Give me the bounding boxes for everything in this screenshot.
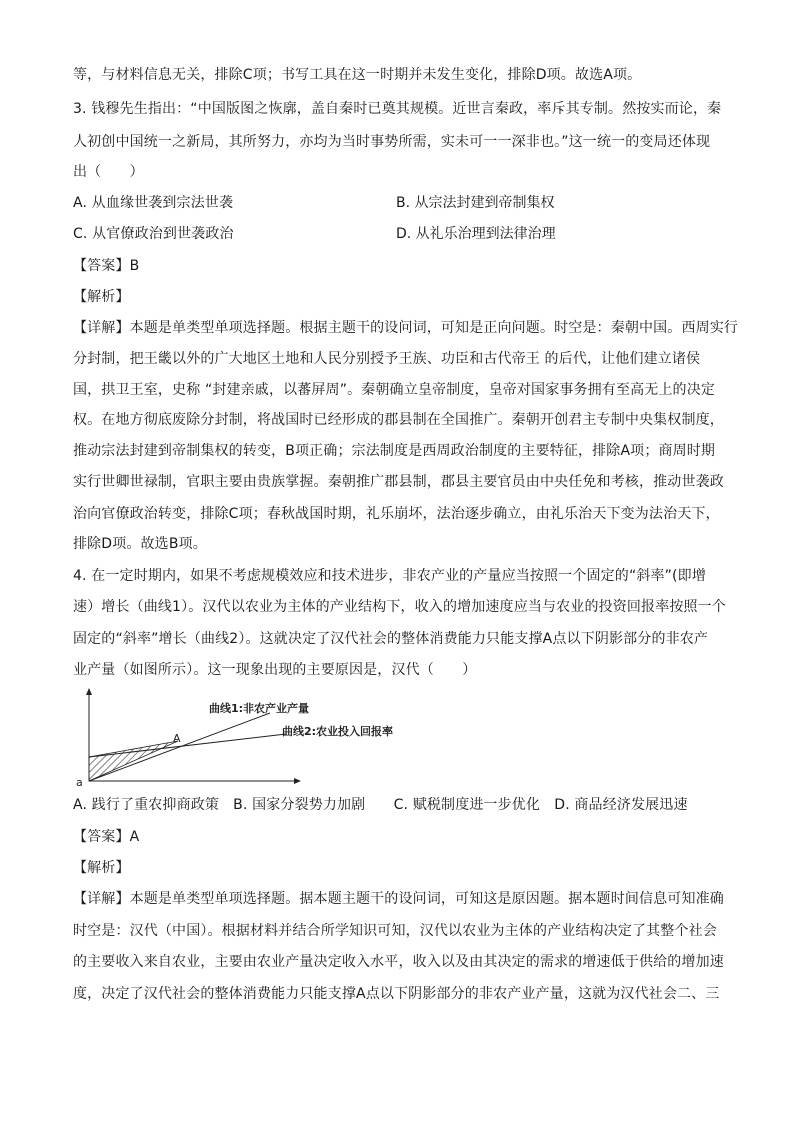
curve-1-label: 曲线1:非农产业产量: [209, 702, 310, 715]
question-4-stem: 4. 在一定时期内，如果不考虑规模效应和技术进步，非农产业的产量应当按照一个固定的“斜率”(即增: [73, 568, 706, 584]
explanation-line: 权。在地方彻底废除分封制，将战国时已经形成的郡县制在全国推广。秦朝开创君主专制中央集权制度，: [73, 412, 724, 428]
explanation-line: 【详解】本题是单类型单项选择题。根据主题干的设问词，可知是正向问题。时空是：秦朝中国。西周实行: [73, 320, 739, 336]
shaded-region: [89, 741, 178, 781]
explanation-line: 【详解】本题是单类型单项选择题。据本题主题干的设问词，可知这是原因题。据本题时间信息可知准确: [73, 891, 724, 907]
point-a-label: A: [173, 732, 181, 745]
explanation-line: 排除D项。故选B项。: [73, 536, 207, 552]
question-3-stem: 3. 钱穆先生指出：“中国版图之恢廓，盖自秦时已奠其规模。近世言秦政，率斥其专制。然按实而论，秦: [73, 101, 722, 117]
curve-2-label: 曲线2:农业投入回报率: [282, 725, 394, 738]
question-4-stem: 速）增长（曲线1）。汉代以农业为主体的产业结构下，收入的增加速度应当与农业的投资回报率按照一个: [73, 599, 726, 615]
explanation-line: 实行世卿世禄制，官职主要由贵族掌握。秦朝推广郡县制，郡县主要官员由中央任免和考核，推动世袭政: [73, 474, 724, 490]
curve-diagram: [70, 685, 410, 790]
explanation-line: 国，拱卫王室，史称 “封建亲戚，以蕃屏周”。秦朝确立皇帝制度，皇帝对国家事务拥有至高无上的决定: [73, 382, 716, 398]
explanation-line: 分封制，把王畿以外的广大地区土地和人民分别授予王族、功臣和古代帝王 的后代，让他们建立诸侯: [73, 351, 701, 367]
option-b: B. 从宗法封建到帝制集权: [396, 195, 555, 211]
question-4-stem: 固定的“斜率”增长（曲线2）。这就决定了汉代社会的整体消费能力只能支撑A点以下阴影部分的非农产: [73, 631, 709, 647]
explanation-line: 时空是：汉代（中国）。根据材料并结合所学知识可知，汉代以农业为主体的产业结构决定了其整个社会: [73, 923, 717, 939]
analysis-label: 【解析】: [73, 289, 130, 305]
question-4-stem: 业产量（如图所示）。这一现象出现的主要原因是，汉代（ ）: [73, 662, 477, 678]
origin-label: a: [76, 776, 83, 789]
analysis-label: 【解析】: [73, 860, 130, 876]
text-line: 等，与材料信息无关，排除C项；书写工具在这一时期并未发生变化，排除D项。故选A项。: [73, 67, 642, 83]
question-4-options: A. 践行了重农抑商政策 B. 国家分裂势力加剧 C. 赋税制度进一步优化 D. 商品经济发展迅速: [73, 797, 688, 813]
curve-1-line: [89, 713, 270, 781]
answer-label: 【答案】B: [73, 258, 140, 274]
explanation-line: 推动宗法封建到帝制集权的转变，B项正确；宗法制度是西周政治制度的主要特征，排除A项；商周时期: [73, 443, 716, 459]
explanation-line: 治向官僚政治转变，排除C项；春秋战国时期，礼乐崩坏，法治逐步确立，由礼乐治天下变为法治天下，: [73, 506, 720, 522]
option-a: A. 从血缘世袭到宗法世袭: [73, 195, 234, 211]
answer-label: 【答案】A: [73, 829, 140, 845]
question-3-stem: 人初创中国统一之新局，其所努力，亦均为当时事势所需，实未可一一深非也。”这一统一的变局还体现: [73, 134, 711, 150]
question-3-stem: 出（ ）: [73, 164, 144, 180]
curve-2-line: [89, 734, 286, 757]
option-d: D. 从礼乐治理到法律治理: [396, 226, 556, 242]
option-c: C. 从官僚政治到世袭政治: [73, 226, 234, 242]
y-axis-arrow: [86, 688, 92, 695]
explanation-line: 的主要收入来自农业，主要由农业产量决定收入水平，收入以及由其决定的需求的增速低于供给的增加速: [73, 954, 724, 970]
x-axis-arrow: [294, 778, 301, 784]
explanation-line: 度，决定了汉代社会的整体消费能力只能支撑A点以下阴影部分的非农产业产量，这就为汉代社会二、三: [73, 986, 720, 1002]
